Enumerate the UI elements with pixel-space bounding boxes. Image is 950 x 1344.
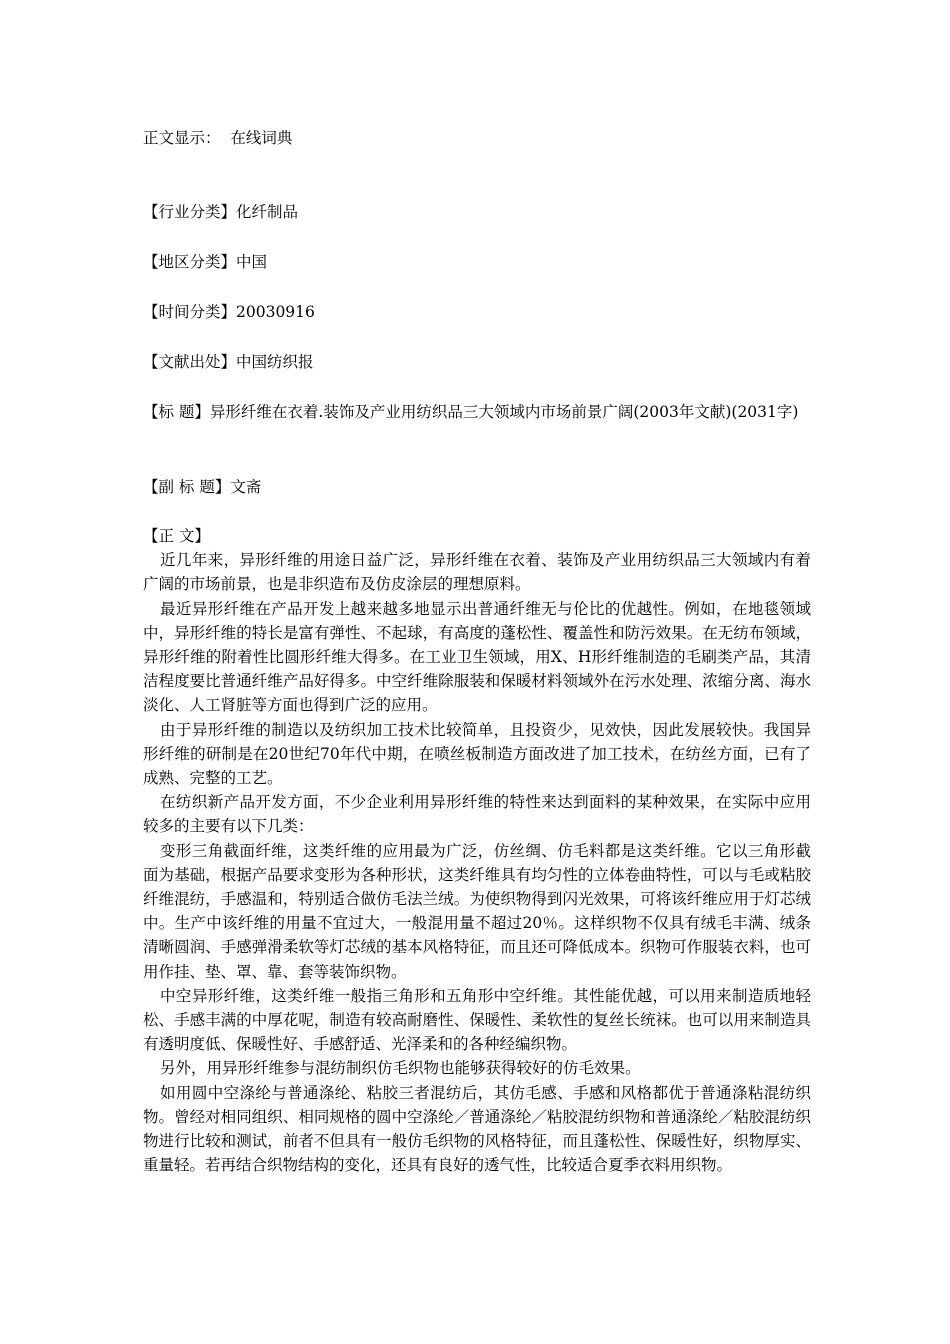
- body-paragraph: 如用圆中空涤纶与普通涤纶、粘胶三者混纺后，其仿毛感、手感和风格都优于普通涤粘混纺织物。曾经对相同组织、相同规格的圆中空涤纶／普通涤纶／粘胶混纺织物和普通涤纶／粘胶混纺织物进行比较和测试，前者不但具有一般仿毛织物的风格特征，而且蓬松性、保暖性好，织物厚实、重量轻。若再结合织物结构的变化，还具有良好的透气性，比较适合夏季衣料用织物。: [143, 1083, 811, 1175]
- article-title: 【标 题】异形纤维在衣着.装饰及产业用纺织品三大领域内市场前景广阔(2003年文献)(2031字): [143, 403, 799, 421]
- body-paragraph: 最近异形纤维在产品开发上越来越多地显示出普通纤维无与伦比的优越性。例如，在地毯领域中，异形纤维的特长是富有弹性、不起球，有高度的蓬松性、覆盖性和防污效果。在无纺布领域，异形纤维的附着性比圆形纤维大得多。在工业卫生领域，用X、H形纤维制造的毛刷类产品，其清洁程度要比普通纤维产品好得多。中空纤维除服装和保暖材料领域外在污水处理、浓缩分离、海水淡化、人工肾脏等方面也得到广泛的应用。: [143, 599, 811, 715]
- body-paragraph: 在纺织新产品开发方面，不少企业利用异形纤维的特性来达到面料的某种效果，在实际中应用较多的主要有以下几类：: [143, 793, 811, 836]
- body-paragraph: 中空异形纤维，这类纤维一般指三角形和五角形中空纤维。其性能优越，可以用来制造质地轻松、手感丰满的中厚花呢，制造有较高耐磨性、保暖性、柔软性的复丝长统袜。也可以用来制造具有透明度低、保暖性好、手感舒适、光泽柔和的各种经编织物。: [143, 986, 811, 1054]
- body-paragraph: 另外，用异形纤维参与混纺制织仿毛织物也能够获得较好的仿毛效果。: [160, 1059, 641, 1078]
- online-dictionary-link[interactable]: 在线词典: [230, 129, 293, 147]
- text-display-label: 正文显示：: [143, 129, 221, 147]
- article-body: [143, 524, 811, 1177]
- region-category: 【地区分类】中国: [143, 253, 268, 271]
- industry-category: 【行业分类】化纤制品: [143, 203, 299, 221]
- article-subtitle: 【副 标 题】文斋: [143, 478, 262, 496]
- body-paragraph: 近几年来，异形纤维的用途日益广泛，异形纤维在衣着、装饰及产业用纺织品三大领域内有着广阔的市场前景，也是非织造布及仿皮涂层的理想原料。: [143, 551, 811, 594]
- body-paragraph: 由于异形纤维的制造以及纺织加工技术比较简单，且投资少，见效快，因此发展较快。我国异形纤维的研制是在20世纪70年代中期，在喷丝板制造方面改进了加工技术，在纺丝方面，已有了成熟、完整的工艺。: [143, 720, 811, 788]
- body-paragraph: 变形三角截面纤维，这类纤维的应用最为广泛，仿丝绸、仿毛料都是这类纤维。它以三角形截面为基础，根据产品要求变形为各种形状，这类纤维具有均匀性的立体卷曲特性，可以与毛或粘胶纤维混纺，手感温和，特别适合做仿毛法兰绒。为使织物得到闪光效果，可将该纤维应用于灯芯绒中。生产中该纤维的用量不宜过大，一般混用量不超过20％。这样织物不仅具有绒毛丰满、绒条清晰圆润、手感弹滑柔软等灯芯绒的基本风格特征，而且还可降低成本。织物可作服装衣料，也可用作挂、垫、罩、靠、套等装饰织物。: [143, 841, 811, 981]
- literature-source: 【文献出处】中国纺织报: [143, 353, 314, 371]
- body-label: 【正 文】: [143, 527, 210, 545]
- text-display-header: [143, 126, 292, 150]
- time-category: 【时间分类】20030916: [143, 303, 315, 321]
